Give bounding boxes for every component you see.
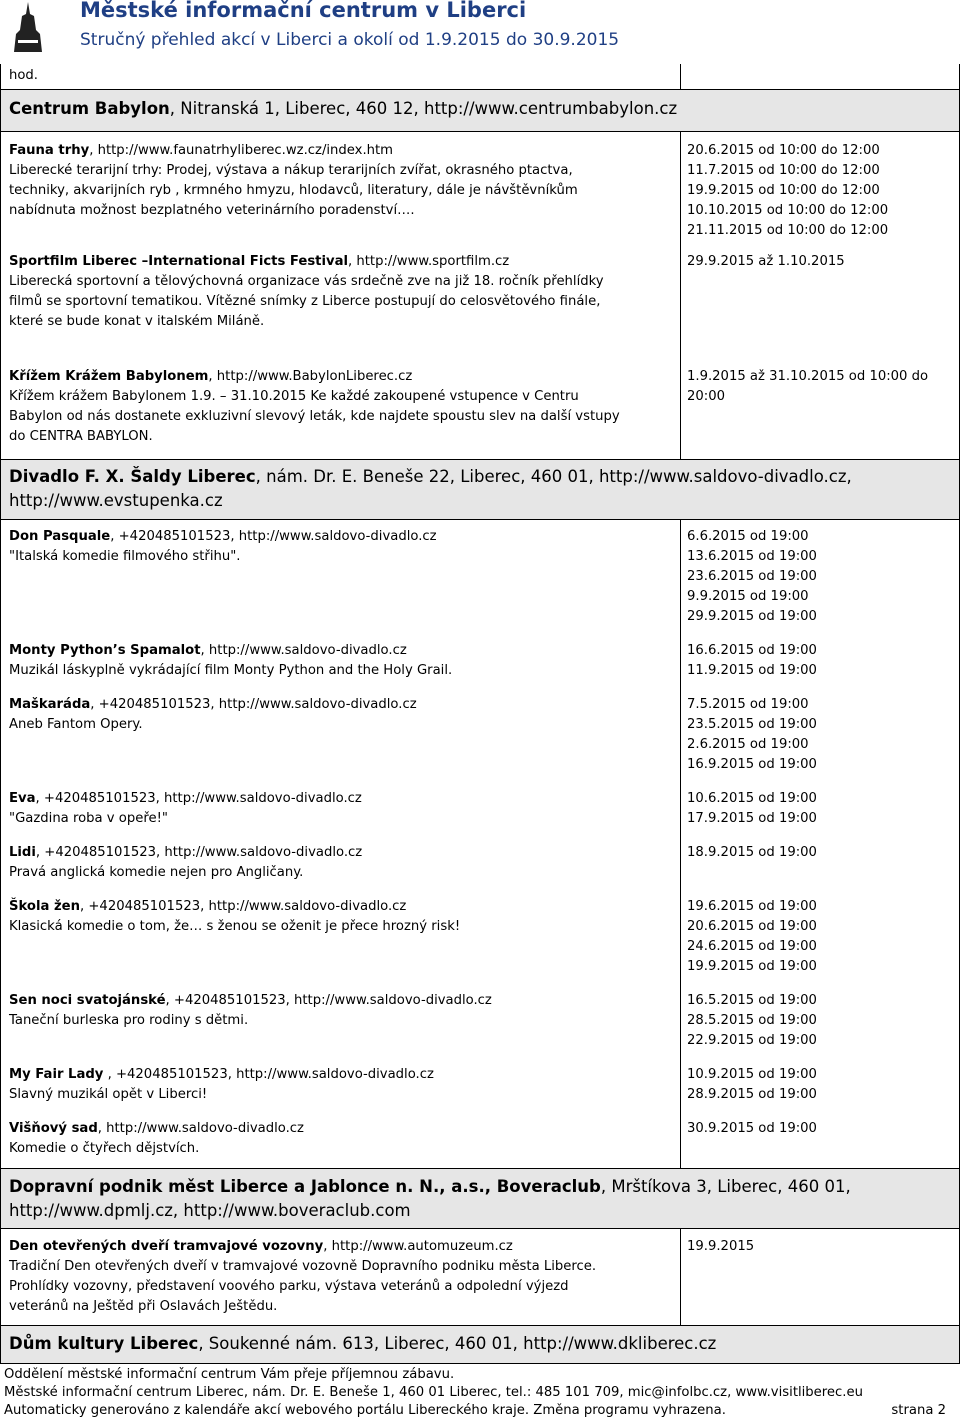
section-address-2: http://www.dpmlj.cz, http://www.boveraclub.com [9, 1201, 411, 1220]
event-dates: 7.5.2015 od 19:00 23.5.2015 od 19:00 2.6.2015 od 19:00 16.9.2015 od 19:00 [687, 697, 817, 772]
event-desc-line: Babylon od nás dostanete exkluzivní slevový leták, kde najdete spoustu slev na další vstupy [9, 409, 620, 424]
section-name: Divadlo F. X. Šaldy Liberec [9, 467, 256, 486]
event-desc-line: Liberecké terarijní trhy: Prodej, výstava a nákup terarijních zvířat, okrasného ptactva, [9, 163, 573, 178]
event-desc-line: "Italská komedie filmového střihu". [9, 549, 241, 564]
event-dates: 19.6.2015 od 19:00 20.6.2015 od 19:00 24.6.2015 od 19:00 19.9.2015 od 19:00 [687, 899, 817, 974]
event-title: Škola žen [9, 899, 80, 914]
event-title: My Fair Lady [9, 1067, 104, 1082]
footer-line: Oddělení městské informační centrum Vám přeje příjemnou zábavu. [4, 1367, 455, 1382]
event-link[interactable]: , +420485101523, http://www.saldovo-divadlo.cz [35, 791, 362, 806]
event-desc-line: které se bude konat v italském Miláně. [9, 314, 265, 329]
section-address: , Mrštíkova 3, Liberec, 460 01, [600, 1177, 851, 1196]
event-title: Den otevřených dveří tramvajové vozovny [9, 1239, 324, 1254]
event-link[interactable]: , +420485101523, http://www.saldovo-divadlo.cz [110, 529, 437, 544]
event-title: Lidi [9, 845, 36, 860]
event-title: Sportfilm Liberec –International Ficts Festival [9, 254, 349, 269]
event-desc-line: veteránů na Ještěd při Oslavách Ještědu. [9, 1299, 278, 1314]
header-subtitle: Stručný přehled akcí v Liberci a okolí od 1.9.2015 do 30.9.2015 [80, 30, 620, 50]
event-dates: 19.9.2015 [687, 1239, 755, 1254]
event-desc-line: Klasická komedie o tom, že… s ženou se oženit je přece hrozný risk! [9, 919, 461, 934]
event-link[interactable]: , http://www.sportfilm.cz [348, 254, 510, 269]
event-title: Křížem Krážem Babylonem [9, 369, 209, 384]
event-desc-line: Taneční burleska pro rodiny s dětmi. [9, 1013, 249, 1028]
event-link[interactable]: , http://www.saldovo-divadlo.cz [200, 643, 407, 658]
section-address-2: http://www.evstupenka.cz [9, 491, 223, 510]
event-title: Don Pasquale [9, 529, 111, 544]
event-title: Eva [9, 791, 36, 806]
event-desc-line: do CENTRA BABYLON. [9, 429, 153, 444]
event-desc-line: Muzikál láskyplně vykrádající film Monty Python and the Holy Grail. [9, 663, 453, 678]
section-body-divadlo [0, 520, 960, 1169]
event-desc-line: Slavný muzikál opět v Liberci! [9, 1087, 208, 1102]
event-desc-line: Pravá anglická komedie nejen pro Angličany. [9, 865, 304, 880]
section-address: , nám. Dr. E. Beneše 22, Liberec, 460 01, http://www.saldovo-divadlo.cz, [255, 467, 852, 486]
carry-over-text: hod. [9, 68, 38, 83]
event-title: Sen noci svatojánské [9, 993, 166, 1008]
event-dates: 10.6.2015 od 19:00 17.9.2015 od 19:00 [687, 791, 817, 826]
event-desc-line: filmů se sportovní tematikou. Vítězné snímky z Liberce postupují do celosvětového finále, [9, 294, 601, 309]
section-header-babylon [0, 90, 960, 132]
section-name: Centrum Babylon [9, 99, 170, 118]
city-logo-icon [8, 0, 48, 52]
event-link[interactable]: , http://www.saldovo-divadlo.cz [97, 1121, 304, 1136]
event-dates: 29.9.2015 až 1.10.2015 [687, 254, 845, 269]
section-body-babylon [0, 132, 960, 460]
event-desc-line: nabídnuta možnost bezplatného veterinárního poradenství…. [9, 203, 415, 218]
event-title: Fauna trhy [9, 143, 90, 158]
event-dates: 30.9.2015 od 19:00 [687, 1121, 817, 1136]
section-address: , Nitranská 1, Liberec, 460 12, http://www.centrumbabylon.cz [169, 99, 678, 118]
event-dates: 20.6.2015 od 10:00 do 12:00 11.7.2015 od 10:00 do 12:00 19.9.2015 od 10:00 do 12:00 10.10.2015 od 10:00 do 12:00 21.11.2015 od 10:00 do 12:00 [687, 143, 889, 238]
event-title: Monty Python’s Spamalot [9, 643, 201, 658]
section-body-dopravni-podnik [0, 1229, 960, 1326]
event-dates: 1.9.2015 až 31.10.2015 od 10:00 do 20:00 [687, 369, 929, 404]
event-link[interactable]: , +420485101523, http://www.saldovo-divadlo.cz [35, 845, 363, 860]
event-desc-line: Tradiční Den otevřených dveří v tramvajové vozovně Dopravního podniku města Liberce. [9, 1259, 597, 1274]
event-title: Maškaráda [9, 697, 91, 712]
event-dates: 18.9.2015 od 19:00 [687, 845, 817, 860]
section-name: Dopravní podnik měst Liberce a Jablonce n. N., a.s., Boveraclub [9, 1177, 601, 1196]
events-table [0, 64, 960, 1364]
section-header-dum-kultury [0, 1326, 960, 1364]
section-address: , Soukenné nám. 613, Liberec, 460 01, http://www.dkliberec.cz [198, 1334, 717, 1353]
event-link[interactable]: , +420485101523, http://www.saldovo-divadlo.cz [80, 899, 407, 914]
page-number: strana 2 [891, 1403, 946, 1418]
event-desc-line: Křížem krážem Babylonem 1.9. – 31.10.2015 Ke každé zakoupené vstupence v Centru [9, 389, 579, 404]
event-link[interactable]: , http://www.faunatrhyliberec.wz.cz/index.htm [89, 143, 394, 158]
event-title: Višňový sad [9, 1121, 98, 1136]
footer [4, 1366, 954, 1420]
event-desc-line: Liberecká sportovní a tělovýchovná organizace vás srdečně zve na již 18. ročník přehlídky [9, 274, 604, 289]
event-link[interactable]: , +420485101523, http://www.saldovo-divadlo.cz [165, 993, 492, 1008]
header-title: Městské informační centrum v Liberci [80, 0, 527, 22]
carry-over-row [0, 64, 960, 90]
event-desc-line: Prohlídky vozovny, představení voového parku, výstava veteránů a odpolední výjezd [9, 1279, 569, 1294]
event-link[interactable]: , http://www.automuzeum.cz [323, 1239, 513, 1254]
event-link[interactable]: , +420485101523, http://www.saldovo-divadlo.cz [90, 697, 417, 712]
footer-contact: Městské informační centrum Liberec, nám. Dr. E. Beneše 1, 460 01 Liberec, tel.: 485 101 709, mic@infolbc.cz, www.visitliberec.eu [4, 1385, 863, 1400]
event-desc-line: Komedie o čtyřech dějstvích. [9, 1141, 200, 1156]
event-dates: 16.5.2015 od 19:00 28.5.2015 od 19:00 22.9.2015 od 19:00 [687, 993, 817, 1048]
event-link[interactable]: , http://www.BabylonLiberec.cz [208, 369, 413, 384]
event-dates: 10.9.2015 od 19:00 28.9.2015 od 19:00 [687, 1067, 817, 1102]
event-desc-line: "Gazdina roba v opeře!" [9, 811, 168, 826]
event-desc-line: techniky, akvarijních ryb , krmného hmyzu, hlodavců, literatury, dále je návštěvníkům [9, 183, 578, 198]
event-dates: 16.6.2015 od 19:00 11.9.2015 od 19:00 [687, 643, 817, 678]
event-dates: 6.6.2015 od 19:00 13.6.2015 od 19:00 23.6.2015 od 19:00 9.9.2015 od 19:00 29.9.2015 od 19:00 [687, 529, 817, 624]
footer-note: Automaticky generováno z kalendáře akcí webového portálu Libereckého kraje. Změna programu vyhrazena. [4, 1403, 726, 1418]
section-name: Dům kultury Liberec [9, 1334, 199, 1353]
section-header-divadlo [0, 460, 960, 520]
event-desc-line: Aneb Fantom Opery. [9, 717, 143, 732]
event-link[interactable]: , +420485101523, http://www.saldovo-divadlo.cz [103, 1067, 434, 1082]
section-header-dopravni-podnik [0, 1169, 960, 1229]
